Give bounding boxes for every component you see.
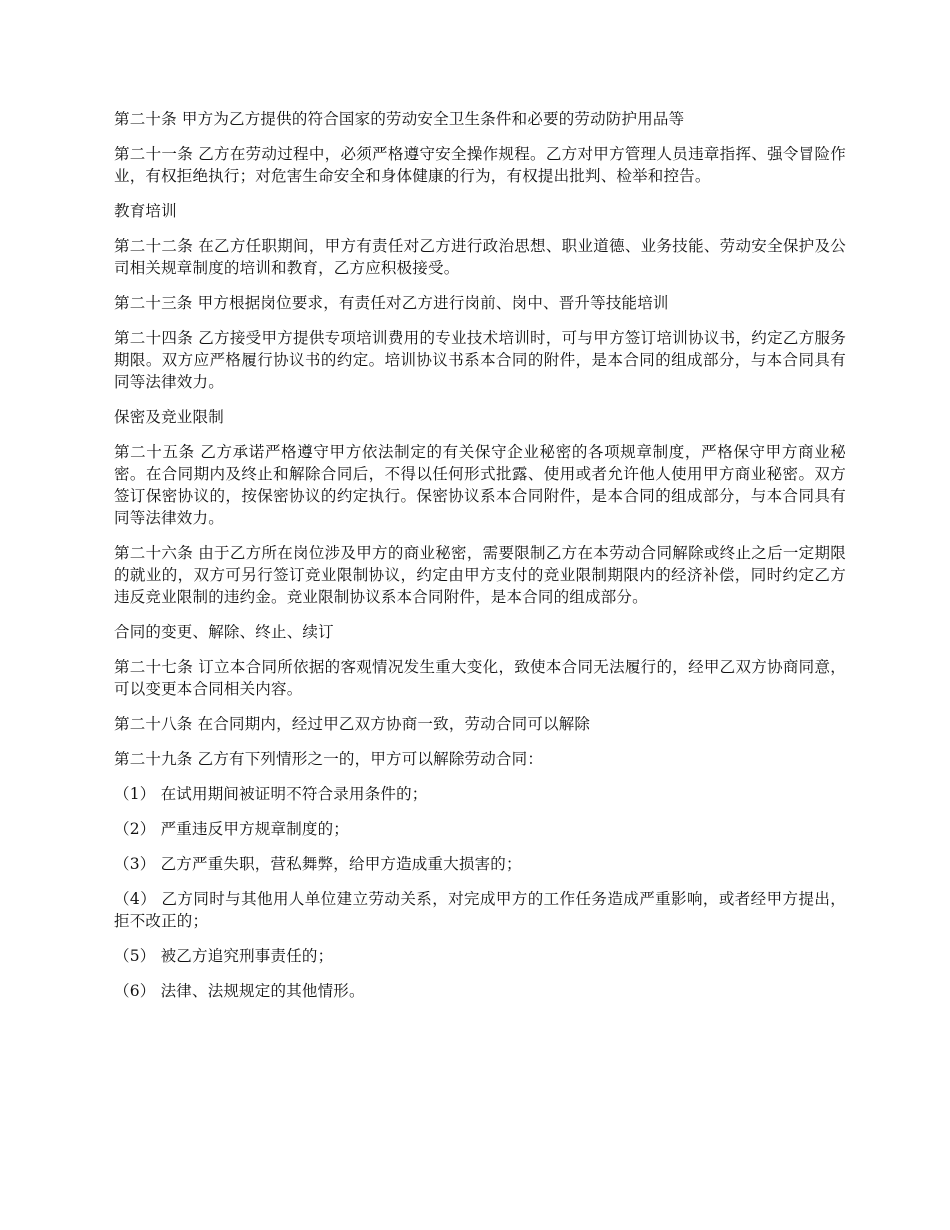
section-heading-contract-changes: 合同的变更、解除、终止、续订 <box>114 623 334 641</box>
article-20: 第二十条 甲方为乙方提供的符合国家的劳动安全卫生条件和必要的劳动防护用品等 <box>114 110 685 128</box>
article-27: 第二十七条 订立本合同所依据的客观情况发生重大变化，致使本合同无法履行的，经甲乙双方协商同意，可以变更本合同相关内容。 <box>114 658 846 698</box>
article-29: 第二十九条 乙方有下列情形之一的，甲方可以解除劳动合同： <box>114 750 544 768</box>
list-item-1: （1） 在试用期间被证明不符合录用条件的； <box>114 785 428 803</box>
section-heading-confidentiality: 保密及竞业限制 <box>114 408 224 426</box>
article-22: 第二十二条 在乙方任职期间，甲方有责任对乙方进行政治思想、职业道德、业务技能、劳动安全保护及公司相关规章制度的培训和教育，乙方应积极接受。 <box>114 237 846 277</box>
list-item-5: （5） 被乙方追究刑事责任的； <box>114 947 334 965</box>
article-26: 第二十六条 由于乙方所在岗位涉及甲方的商业秘密，需要限制乙方在本劳动合同解除或终止之后一定期限的就业的，双方可另行签订竞业限制协议，约定由甲方支付的竞业限制期限内的经济补偿，同时约定乙方违反竞业限制的违约金。竞业限制协议系本合同附件，是本合同的组成部分。 <box>114 544 846 606</box>
list-item-4: （4） 乙方同时与其他用人单位建立劳动关系，对完成甲方的工作任务造成严重影响，或者经甲方提出，拒不改正的； <box>114 890 846 930</box>
section-heading-training: 教育培训 <box>114 202 177 220</box>
list-item-6: （6） 法律、法规规定的其他情形。 <box>114 982 365 1000</box>
article-21: 第二十一条 乙方在劳动过程中，必须严格遵守安全操作规程。乙方对甲方管理人员违章指挥、强令冒险作业，有权拒绝执行；对危害生命安全和身体健康的行为，有权提出批判、检举和控告。 <box>114 145 846 185</box>
list-item-3: （3） 乙方严重失职，营私舞弊，给甲方造成重大损害的； <box>114 855 522 873</box>
article-24: 第二十四条 乙方接受甲方提供专项培训费用的专业技术培训时，可与甲方签订培训协议书，约定乙方服务期限。双方应严格履行协议书的约定。培训协议书系本合同的附件，是本合同的组成部分，与本合同具有同等法律效力。 <box>114 329 846 391</box>
article-23: 第二十三条 甲方根据岗位要求，有责任对乙方进行岗前、岗中、晋升等技能培训 <box>114 294 669 312</box>
article-28: 第二十八条 在合同期内，经过甲乙双方协商一致，劳动合同可以解除 <box>114 715 591 733</box>
document-body <box>114 108 846 1015</box>
article-25: 第二十五条 乙方承诺严格遵守甲方依法制定的有关保守企业秘密的各项规章制度，严格保守甲方商业秘密。在合同期内及终止和解除合同后，不得以任何形式批露、使用或者允许他人使用甲方商业秘密。双方签订保密协议的，按保密协议的约定执行。保密协议系本合同附件，是本合同的组成部分，与本合同具有同等法律效力。 <box>114 443 846 527</box>
list-item-2: （2） 严重违反甲方规章制度的； <box>114 820 349 838</box>
